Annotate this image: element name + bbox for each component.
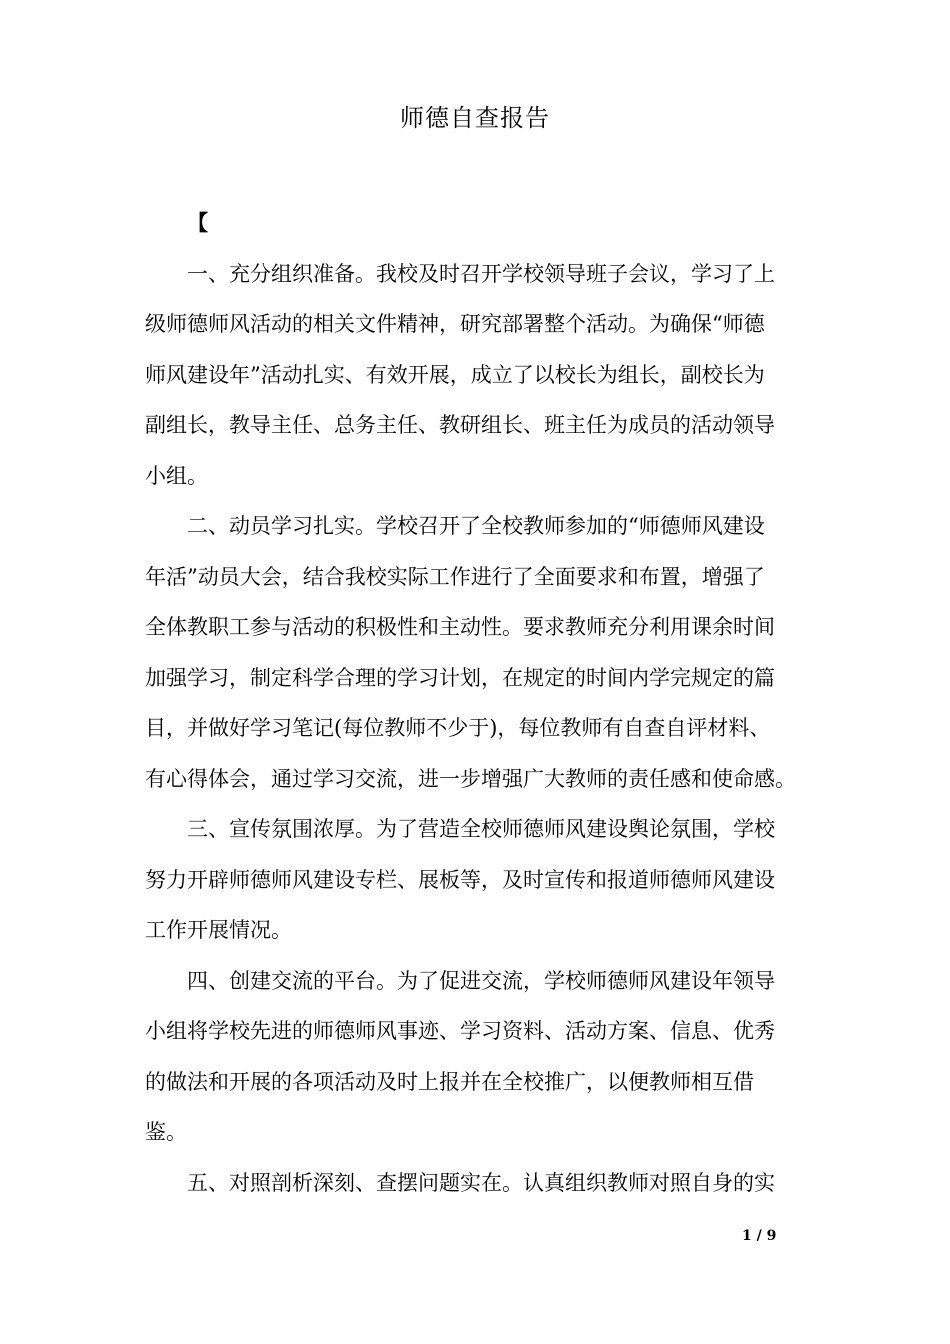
- text-line: 的做法和开展的各项活动及时上报并在全校推广，以便教师相互借: [145, 1069, 754, 1094]
- document-title: 师德自查报告: [400, 104, 550, 132]
- text-line: 有心得体会，通过学习交流，进一步增强广大教师的责任感和使命感。: [145, 766, 796, 791]
- text-line: 师风建设年”活动扎实、有效开展，成立了以校长为组长，副校长为: [145, 362, 765, 387]
- text-line: 五、对照剖析深刻、查摆问题实在。认真组织教师对照自身的实: [145, 1170, 775, 1195]
- text-line: 副组长，教导主任、总务主任、教研组长、班主任为成员的活动领导: [145, 413, 775, 437]
- page-number: 1 / 9: [742, 1228, 777, 1244]
- text-line: 加强学习，制定科学合理的学习计划，在规定的时间内学完规定的篇: [145, 665, 775, 690]
- text-line: 级师德师风活动的相关文件精神，研究部署整个活动。为确保“师德: [145, 312, 765, 336]
- text-line: 四、创建交流的平台。为了促进交流，学校师德师风建设年领导: [145, 968, 775, 993]
- text-line: 一、充分组织准备。我校及时召开学校领导班子会议，学习了上: [145, 261, 775, 286]
- text-line: 小组将学校先进的师德师风事迹、学习资料、活动方案、信息、优秀: [145, 1019, 775, 1043]
- text-line: 鉴。: [145, 1120, 187, 1144]
- text-line: 工作开展情况。: [145, 918, 292, 942]
- text-line: 年活”动员大会，结合我校实际工作进行了全面要求和布置，增强了: [145, 564, 765, 589]
- text-line: 三、宣传氛围浓厚。为了营造全校师德师风建设舆论氛围，学校: [145, 817, 775, 841]
- text-line: 目，并做好学习笔记(每位教师不少于)，每位教师有自查自评材料、: [145, 716, 771, 740]
- bracket-mark: 【: [187, 210, 208, 235]
- text-line: 努力开辟师德师风建设专栏、展板等，及时宣传和报道师德师风建设: [145, 867, 775, 892]
- text-line: 二、动员学习扎实。学校召开了全校教师参加的“师德师风建设: [145, 514, 765, 538]
- text-line: 小组。: [145, 463, 208, 488]
- document-body: [145, 198, 821, 1208]
- text-line: 全体教职工参与活动的积极性和主动性。要求教师充分利用课余时间: [145, 615, 775, 639]
